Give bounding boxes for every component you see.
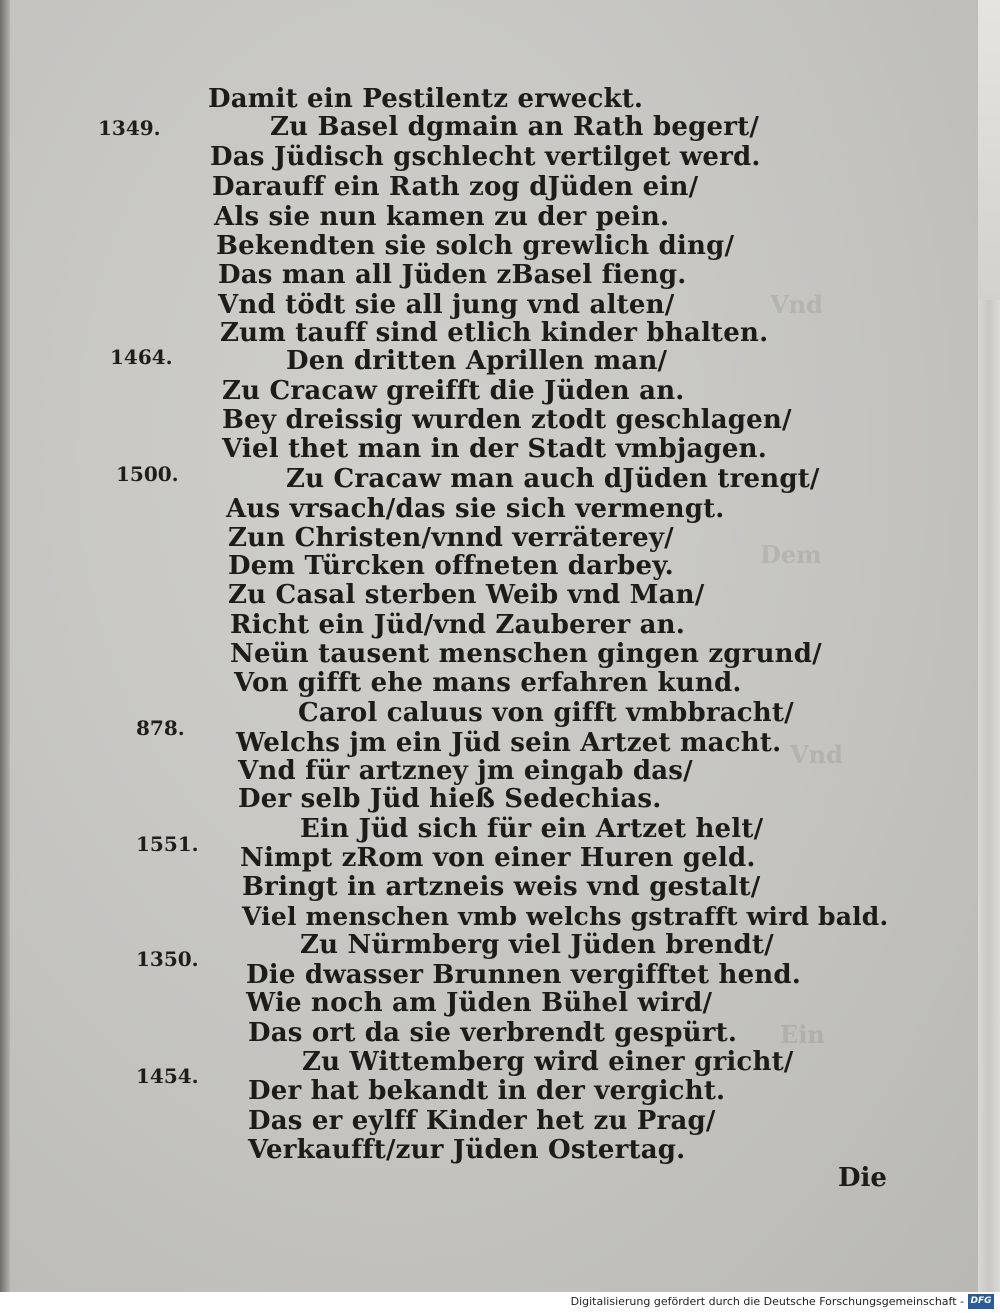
verse-line: Vnd für artzney jm eingab das/ bbox=[238, 756, 693, 786]
verse-line: Zu Cracaw greifft die Jüden an. bbox=[222, 376, 685, 406]
verse-line: Bey dreissig wurden ztodt geschlagen/ bbox=[222, 405, 792, 435]
verse-line: Darauff ein Rath zog dJüden ein/ bbox=[212, 172, 699, 202]
margin-year: 1464. bbox=[110, 345, 173, 369]
margin-year: 878. bbox=[136, 716, 185, 740]
verse-line: Als sie nun kamen zu der pein. bbox=[214, 202, 670, 232]
verse-line: Zu Casal sterben Weib vnd Man/ bbox=[228, 580, 705, 610]
verse-line: Dem Türcken offneten darbey. bbox=[228, 551, 674, 581]
verse-line: Neün tausent menschen gingen zgrund/ bbox=[230, 639, 822, 669]
verse-line: Das Jüdisch gschlecht vertilget werd. bbox=[210, 142, 761, 172]
margin-year: 1454. bbox=[136, 1064, 199, 1088]
verse-line: Den dritten Aprillen man/ bbox=[286, 346, 668, 376]
verse-line: Zu Wittemberg wird einer gricht/ bbox=[302, 1047, 794, 1077]
verse-line: Von gifft ehe mans erfahren kund. bbox=[234, 668, 742, 698]
margin-year: 1349. bbox=[98, 116, 161, 140]
page-edge-fold bbox=[978, 0, 1000, 300]
verse-line: Das man all Jüden zBasel fieng. bbox=[218, 260, 687, 290]
verse-line: Bringt in artzneis weis vnd gestalt/ bbox=[242, 872, 761, 902]
verse-line: Viel thet man in der Stadt vmbjagen. bbox=[222, 434, 767, 464]
verse-line: Das ort da sie verbrendt gespürt. bbox=[248, 1018, 738, 1048]
verse-line: Vnd tödt sie all jung vnd alten/ bbox=[218, 290, 675, 320]
verse-line: Das er eylff Kinder het zu Prag/ bbox=[248, 1106, 716, 1136]
verse-line: Verkaufft/zur Jüden Ostertag. bbox=[248, 1135, 686, 1165]
verse-line: Richt ein Jüd/vnd Zauberer an. bbox=[230, 610, 686, 640]
dfg-logo-icon: DFG bbox=[968, 1294, 994, 1309]
verse-line: Zun Christen/vnnd verräterey/ bbox=[228, 523, 674, 553]
verse-line: Bekendten sie solch grewlich ding/ bbox=[216, 231, 735, 261]
margin-year: 1551. bbox=[136, 832, 199, 856]
verse-line: Carol caluus von gifft vmbbracht/ bbox=[298, 698, 794, 728]
margin-year: 1350. bbox=[136, 947, 199, 971]
verse-line: Die dwasser Brunnen vergifftet hend. bbox=[246, 960, 802, 990]
book-spine-shadow bbox=[0, 0, 10, 1292]
bleed-through-text: Dem bbox=[760, 540, 822, 569]
footer-credit: Digitalisierung gefördert durch die Deutsche Forschungsgemeinschaft - bbox=[570, 1295, 964, 1308]
catchword: Die bbox=[838, 1163, 887, 1193]
verse-line: Aus vrsach/das sie sich vermengt. bbox=[226, 494, 725, 524]
verse-line: Zu Basel dgmain an Rath begert/ bbox=[270, 112, 760, 142]
verse-line: Zu Nürmberg viel Jüden brendt/ bbox=[300, 930, 774, 960]
verse-line: Nimpt zRom von einer Huren geld. bbox=[240, 843, 756, 873]
bleed-through-text: Vnd bbox=[770, 290, 823, 319]
bleed-through-text: Ein bbox=[780, 1020, 825, 1049]
margin-year: 1500. bbox=[116, 462, 179, 486]
verse-line: Wie noch am Jüden Bühel wird/ bbox=[246, 988, 713, 1018]
footer-bar bbox=[0, 1292, 1000, 1313]
verse-line: Ein Jüd sich für ein Artzet helt/ bbox=[300, 814, 764, 844]
verse-line: Welchs jm ein Jüd sein Artzet macht. bbox=[236, 728, 782, 758]
verse-line: Der selb Jüd hieß Sedechias. bbox=[238, 784, 662, 814]
bleed-through-text: Vnd bbox=[790, 740, 843, 769]
verse-line: Zum tauff sind etlich kinder bhalten. bbox=[220, 318, 769, 348]
verse-line: Zu Cracaw man auch dJüden trengt/ bbox=[286, 464, 820, 494]
verse-line: Damit ein Pestilentz erweckt. bbox=[208, 84, 644, 114]
verse-line: Viel menschen vmb welchs gstrafft wird bald. bbox=[242, 902, 889, 931]
verse-line: Der hat bekandt in der vergicht. bbox=[248, 1076, 726, 1106]
